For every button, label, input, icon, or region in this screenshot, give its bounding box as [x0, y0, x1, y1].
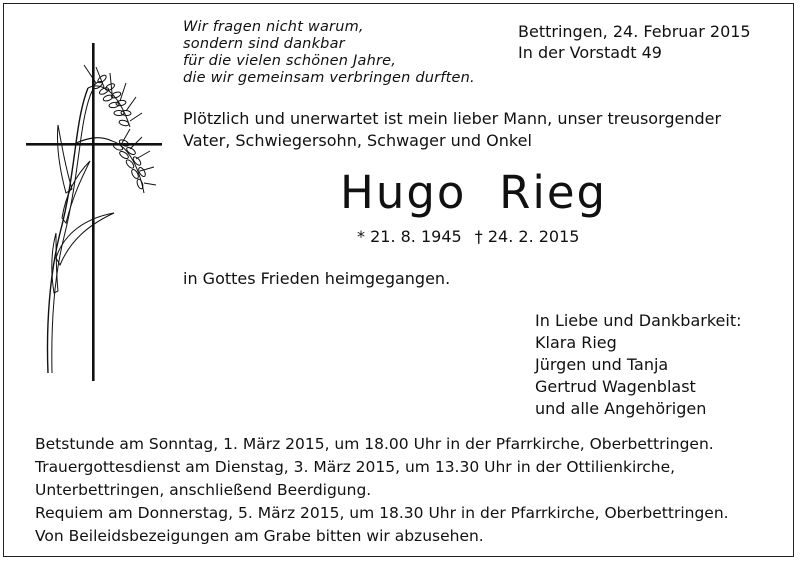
birth-date: * 21. 8. 1945 [357, 227, 462, 246]
mourner: Klara Rieg [535, 333, 617, 352]
service-line: Trauergottesdienst am Dienstag, 3. März 2015, um 13.30 Uhr in der Ottilienkirche, [35, 458, 676, 476]
motto-line: die wir gemeinsam verbringen durften. [183, 70, 475, 86]
service-line: Betstunde am Sonntag, 1. März 2015, um 18.00 Uhr in der Pfarrkirche, Oberbettringen. [35, 435, 714, 453]
service-line: Requiem am Donnerstag, 5. März 2015, um 18.30 Uhr in der Pfarrkirche, Oberbettringen. [35, 504, 729, 522]
passed-away-text: in Gottes Frieden heimgegangen. [183, 269, 451, 288]
service-line: Unterbettringen, anschließend Beerdigung. [35, 481, 372, 499]
life-dates [357, 227, 587, 247]
motto-verse [183, 19, 475, 87]
cross-with-wheat-icon [26, 43, 166, 388]
place-date: Bettringen, 24. Februar 2015 [518, 22, 751, 41]
announcement-line: Vater, Schwiegersohn, Schwager und Onkel [183, 131, 532, 150]
mourners-heading: In Liebe und Dankbarkeit: [535, 311, 742, 330]
motto-line: für die vielen schönen Jahre, [183, 53, 397, 69]
address: In der Vorstadt 49 [518, 43, 662, 62]
mourner: Jürgen und Tanja [535, 355, 669, 374]
mourner: und alle Angehörigen [535, 399, 707, 418]
announcement-line: Plötzlich und unerwartet ist mein lieber Mann, unser treusorgender [183, 109, 722, 128]
place-and-address [518, 21, 751, 63]
service-line: Von Beileidsbezeigungen am Grabe bitten wir abzusehen. [35, 527, 484, 545]
mourner: Gertrud Wagenblast [535, 377, 696, 396]
announcement-text [183, 108, 721, 152]
motto-line: Wir fragen nicht warum, [183, 19, 364, 35]
service-information [35, 433, 729, 548]
mourners-list [535, 310, 741, 420]
deceased-name: Hugo Rieg [340, 166, 608, 219]
death-date: † 24. 2. 2015 [474, 227, 580, 246]
motto-line: sondern sind dankbar [183, 36, 345, 52]
